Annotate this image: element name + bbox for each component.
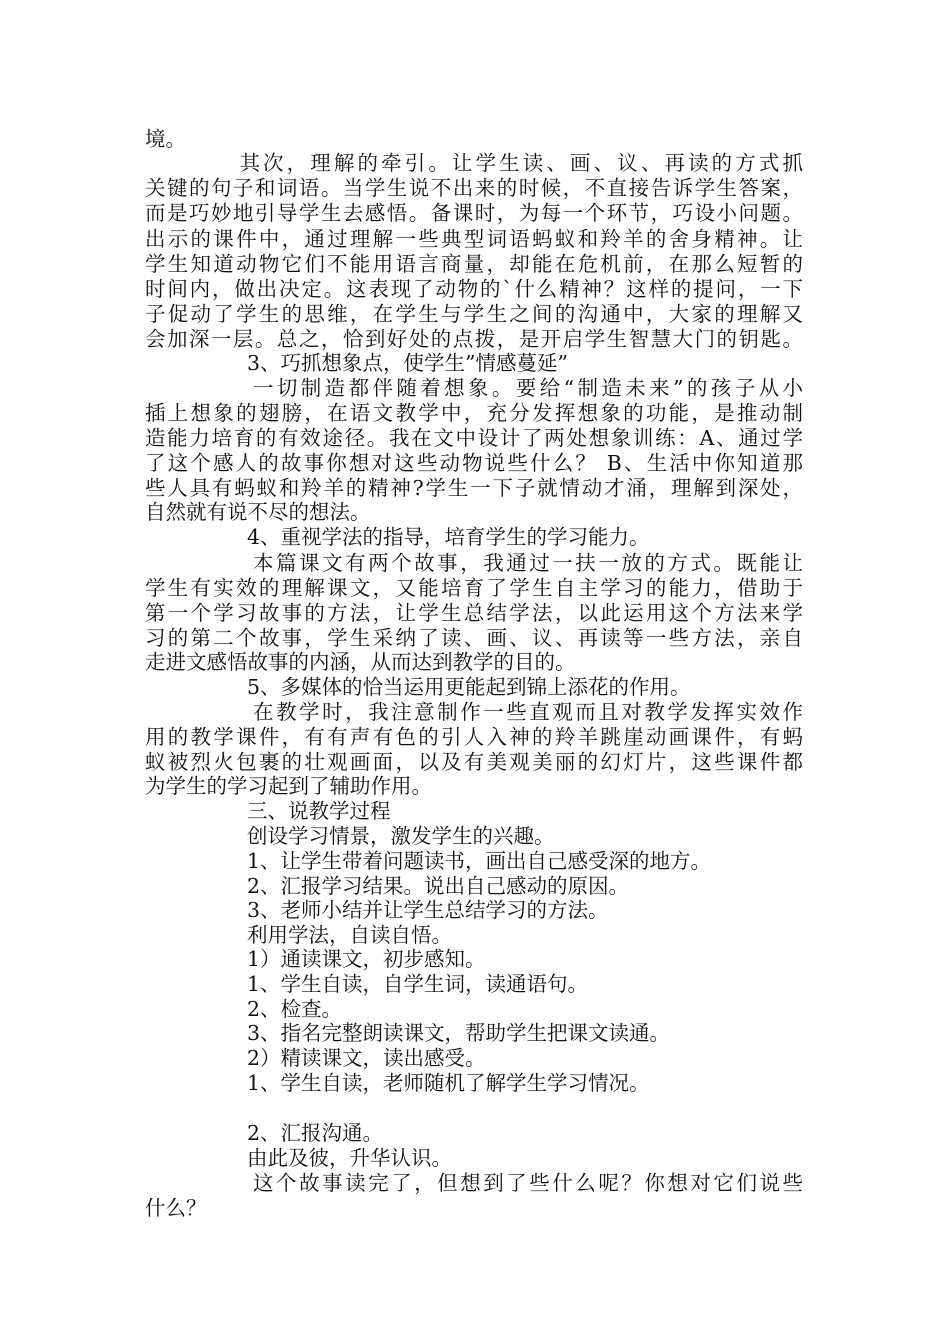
text-line: 学生知道动物它们不能用语言商量，却能在危机前，在那么短暂的 [145,252,803,276]
text-line: 造能力培育的有效途径。我在文中设计了两处想象训练：A、通过学 [145,426,803,450]
text-line: 用的教学课件，有有声有色的引人入神的羚羊跳崖动画课件，有蚂 [145,725,803,749]
text-line: 走进文感悟故事的内涵，从而达到教学的目的。 [145,650,576,674]
text-line: 了这个感人的故事你想对这些动物说些什么？ B、生活中你知道那 [145,451,803,475]
text-line: 习的第二个故事，学生采纳了读、画、议、再读等一些方法，亲自 [145,626,803,650]
list-item: 2）精读课文，读出感受。 [247,1046,486,1070]
text-line: 境。 [145,127,186,151]
text-line: 关键的句子和词语。当学生说不出来的时候，不直接告诉学生答案， [145,176,803,200]
section-heading: 三、说教学过程 [247,799,391,823]
text-line: 在教学时，我注意制作一些直观而且对教学发挥实效作 [253,700,803,724]
text-line: 本篇课文有两个故事，我通过一扶一放的方式。既能让 [253,551,803,575]
text-line: 些人具有蚂蚁和羚羊的精神?学生一下子就情动才涌，理解到深处， [145,476,803,500]
text-line: 由此及彼，升华认识。 [247,1146,452,1170]
text-line: 一切制造都伴随着想象。要给“制造未来”的孩子从小 [253,376,803,400]
list-item: 1、让学生带着问题读书，画出自己感受深的地方。 [247,849,712,873]
text-line: 时间内，做出决定。这表现了动物的`什么精神？这样的提问，一下 [145,277,803,301]
text-line: 插上想象的翅膀，在语文教学中，充分发挥想象的功能，是推动制 [145,401,803,425]
text-line: 其次，理解的牵引。让学生读、画、议、再读的方式抓 [145,151,803,175]
text-line: 这个故事读完了，但想到了些什么呢？你想对它们说些 [253,1171,803,1195]
list-item: 2、检查。 [247,997,343,1021]
text-line: 利用学法，自读自悟。 [247,923,452,947]
text-line: 自然就有说不尽的想法。 [145,500,371,524]
section-heading: 4、重视学法的指导，培育学生的学习能力。 [247,525,650,549]
text-line: 第一个学习故事的方法，让学生总结学法，以此运用这个方法来学 [145,601,803,625]
text-line: 会加深一层。总之，恰到好处的点拨，是开启学生智慧大门的钥匙。 [145,327,803,351]
text-line: 出示的课件中，通过理解一些典型词语蚂蚁和羚羊的舍身精神。让 [145,227,803,251]
list-item: 1）通读课文，初步感知。 [247,947,486,971]
text-line: 创设学习情景，激发学生的兴趣。 [247,824,555,848]
text-line: 学生有实效的理解课文，又能培育了学生自主学习的能力，借助于 [145,576,803,600]
list-item: 3、老师小结并让学生总结学习的方法。 [247,898,609,922]
section-heading: 5、多媒体的恰当运用更能起到锦上添花的作用。 [247,675,691,699]
text-line: 而是巧妙地引导学生去感悟。备课时，为每一个环节，巧设小问题。 [145,201,803,225]
text-line: 子促动了学生的思维，在学生与学生之间的沟通中，大家的理解又 [145,302,803,326]
list-item: 1、学生自读，自学生词，读通语句。 [247,972,589,996]
list-item: 2、汇报沟通。 [247,1121,384,1145]
text-line: 蚁被烈火包裹的壮观画面，以及有美观美丽的幻灯片，这些课件都 [145,750,803,774]
text-line: 为学生的学习起到了辅助作用。 [145,774,432,798]
list-item: 1、学生自读，老师随机了解学生学习情况。 [247,1071,650,1095]
list-item: 2、汇报学习结果。说出自己感动的原因。 [247,874,630,898]
section-heading: 3、巧抓想象点，使学生”情感蔓延” [247,351,569,375]
list-item: 3、指名完整朗读课文，帮助学生把课文读通。 [247,1021,671,1045]
text-line: 什么？ [145,1196,207,1220]
